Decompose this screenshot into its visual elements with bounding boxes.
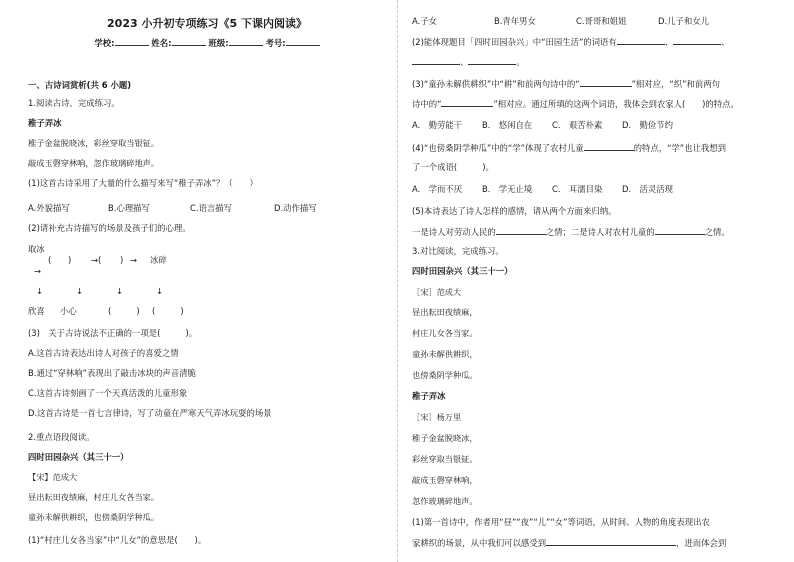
option-b[interactable]: B.通过“穿林响”表现出了敲击冰块的声音清脆 (28, 368, 196, 378)
answer-blank[interactable] (673, 36, 721, 45)
question-2-5-text-c: 之情。 (704, 227, 730, 237)
question-3-1-text: 家耕织的场景，从中我们可以感受到 (412, 538, 546, 548)
question-2-1: (1)“村庄儿女各当家”中“儿女”的意思是( )。 (28, 535, 207, 545)
poem-3-author: ［宋］范成大 (412, 287, 462, 297)
diagram-arrow-2: → (130, 255, 138, 265)
answer-blank[interactable] (412, 56, 460, 65)
option-a[interactable]: A.子女 (412, 16, 437, 26)
poem-3-line-1: 昼出耘田夜绩麻， (412, 307, 478, 317)
option-d[interactable]: D. 活灵活现 (622, 184, 673, 194)
answer-blank[interactable] (546, 537, 676, 546)
poem-4-line-3: 敲成玉磬穿林响， (412, 475, 478, 485)
poem-4-author: ［宋］杨万里 (412, 412, 462, 422)
option-b[interactable]: B. 悠闲自在 (482, 120, 533, 130)
question-2-2-end: 。 (516, 57, 525, 67)
option-d[interactable]: D.儿子和女儿 (658, 16, 709, 26)
school-label: 学校: (94, 38, 115, 48)
option-d[interactable]: D.这首古诗是一首七言律诗，写了动童在严寒天气弄冰玩耍的场景 (28, 408, 272, 418)
column-divider (397, 0, 398, 562)
poem-4-line-2: 彩丝穿取当银钲。 (412, 454, 478, 464)
student-info-line (28, 37, 386, 49)
option-a[interactable]: A.外貌描写 (28, 203, 70, 213)
question-1-2: (2)请补充古诗描写的场景及孩子们的心理。 (28, 223, 191, 233)
question-2-2-cont: 、 。 (412, 56, 525, 68)
poem-3-title: 四时田园杂兴（其三十一） (412, 266, 513, 276)
poem-3-line-2: 村庄儿女各当家。 (412, 328, 478, 338)
class-label: 班级: (208, 38, 229, 48)
class-field[interactable] (229, 37, 263, 46)
name-field[interactable] (172, 37, 206, 46)
option-a[interactable]: A.这首古诗表达出诗人对孩子的喜爱之情 (28, 348, 179, 358)
option-d[interactable]: D.动作描写 (274, 203, 317, 213)
question-3-1-cont (412, 537, 726, 549)
option-c[interactable]: C. 艰苦朴素 (552, 120, 603, 130)
poem-4-line-4: 忽作玻璃碎地声。 (412, 496, 478, 506)
number-field[interactable] (286, 37, 320, 46)
poem-1-line-2: 敲成玉磬穿林响，忽作玻璃碎地声。 (28, 158, 160, 168)
down-arrow-icon: ↓ (116, 286, 124, 296)
down-arrow-icon: ↓ (76, 286, 84, 296)
poem-3-line-4: 也傍桑阴学种瓜。 (412, 370, 478, 380)
question-2-3 (412, 78, 720, 90)
question-2-2: (2)能体现题目「四时田园杂兴」中“田园生活”的词语有 、 、 (412, 37, 730, 47)
answer-blank[interactable] (441, 98, 493, 107)
school-field[interactable] (115, 37, 149, 46)
left-column (28, 0, 386, 562)
answer-blank[interactable] (580, 78, 632, 87)
diagram-blank-2[interactable]: ) (120, 255, 124, 265)
number-label: 考号: (265, 38, 286, 48)
question-1-3: (3) 关于古诗说法不正确的一项是( )。 (28, 328, 198, 338)
question-1-instruction: 1.阅读古诗，完成练习。 (28, 98, 120, 108)
right-column (412, 0, 784, 562)
question-2-4-text: (4)“也傍桑阴学种瓜”中的“学”体现了农村儿童 (412, 143, 584, 153)
question-2-5-text-b: 之情；二是诗人对农村儿童的 (545, 227, 655, 237)
option-b[interactable]: B.心理描写 (108, 203, 150, 213)
poem-2-line-1: 昼出耘田夜绩麻，村庄儿女各当家。 (28, 492, 160, 502)
question-3-instruction: 3.对比阅读，完成练习。 (412, 246, 504, 256)
diagram-take-ice: 取冰 (28, 244, 45, 254)
answer-blank[interactable] (468, 56, 516, 65)
option-c[interactable]: C.哥哥和姐姐 (576, 16, 627, 26)
diagram-joy: 欣喜 (28, 306, 45, 316)
question-2-4 (412, 142, 726, 154)
question-3-1-text-b: ，进而体会到 (676, 538, 727, 548)
option-c[interactable]: C.语言描写 (190, 203, 233, 213)
diagram-careful: 小心 (60, 306, 77, 316)
question-3-1: (1)第一首诗中，作者用“昼”“夜”“儿”“女”等词语，从时间、人物的角度表现出农 (412, 517, 710, 527)
diagram-blank-1[interactable]: ( ) (48, 255, 72, 265)
poem-1-title: 稚子弄冰 (28, 118, 62, 128)
option-c[interactable]: C. 耳濡目染 (552, 184, 603, 194)
name-label: 姓名: (151, 38, 172, 48)
poem-4-title: 稚子弄冰 (412, 391, 446, 401)
question-2-5-text: 一是诗人对劳动人民的 (412, 227, 496, 237)
diagram-ice-broken: 冰碎 (150, 255, 167, 265)
diagram-blank-4[interactable]: ( ) (152, 306, 184, 316)
answer-blank[interactable] (584, 142, 634, 151)
option-c[interactable]: C.这首古诗刻画了一个天真活泼的儿童形象 (28, 388, 188, 398)
option-b[interactable]: B.青年男女 (494, 16, 536, 26)
page-title: 2023 小升初专项练习《5 下课内阅读》 (107, 17, 307, 30)
question-2-4-text-b: 的特点，“学”也让我想到 (633, 143, 727, 153)
poem-2-line-2: 童孙未解供耕织，也傍桑阴学种瓜。 (28, 512, 160, 522)
down-arrow-icon: ↓ (36, 286, 44, 296)
question-2-5: (5)本诗表达了诗人怎样的感情，请从两个方面来归纳。 (412, 206, 617, 216)
option-b[interactable]: B. 学无止境 (482, 184, 533, 194)
question-2-instruction: 2.重点语段阅读。 (28, 432, 95, 442)
poem-4-line-1: 稚子金盆脱晓冰， (412, 433, 478, 443)
question-2-2-text: (2)能体现题目「四时田园杂兴」中“田园生活”的词语有 (412, 37, 617, 47)
poem-2-author: 【宋】范成大 (28, 472, 78, 482)
question-2-3-text-b: ”相对应，“织”和前两句 (631, 79, 720, 89)
section-heading: 一、古诗词赏析(共 6 小题) (28, 80, 132, 90)
poem-1-line-1: 稚子金盆脱晓冰，彩丝穿取当银钲。 (28, 138, 160, 148)
poem-3-line-3: 童孙未解供耕织， (412, 349, 478, 359)
diagram-blank-3[interactable]: ( ) (108, 306, 140, 316)
answer-blank[interactable] (617, 36, 665, 45)
question-2-4-cont: 了一个成语( )。 (412, 162, 494, 172)
option-a[interactable]: A. 勤劳能干 (412, 120, 463, 130)
question-2-3-text: (3)“童孙未解供耕织”中“耕”和前两句诗中的“ (412, 79, 580, 89)
option-d[interactable]: D. 勤俭节约 (622, 120, 673, 130)
answer-blank[interactable] (655, 226, 705, 235)
question-2-3-text-d: ”相对应。通过所填的这两个词语，我体会到农家人( )的特点。 (493, 99, 739, 109)
option-a[interactable]: A. 学而不厌 (412, 184, 463, 194)
down-arrow-icon: ↓ (156, 286, 164, 296)
answer-blank[interactable] (496, 226, 546, 235)
question-2-3-cont (412, 98, 739, 110)
poem-2-title: 四时田园杂兴（其三十一） (28, 452, 129, 462)
question-2-5-cont (412, 226, 730, 238)
question-2-3-text-c: 诗中的“ (412, 99, 442, 109)
diagram-arrow-3: → (34, 266, 42, 276)
diagram-arrow-1: →( (91, 255, 102, 265)
question-1-1: (1)这首古诗采用了大量的什么描写来写“稚子弄冰”？（ ） (28, 178, 258, 188)
